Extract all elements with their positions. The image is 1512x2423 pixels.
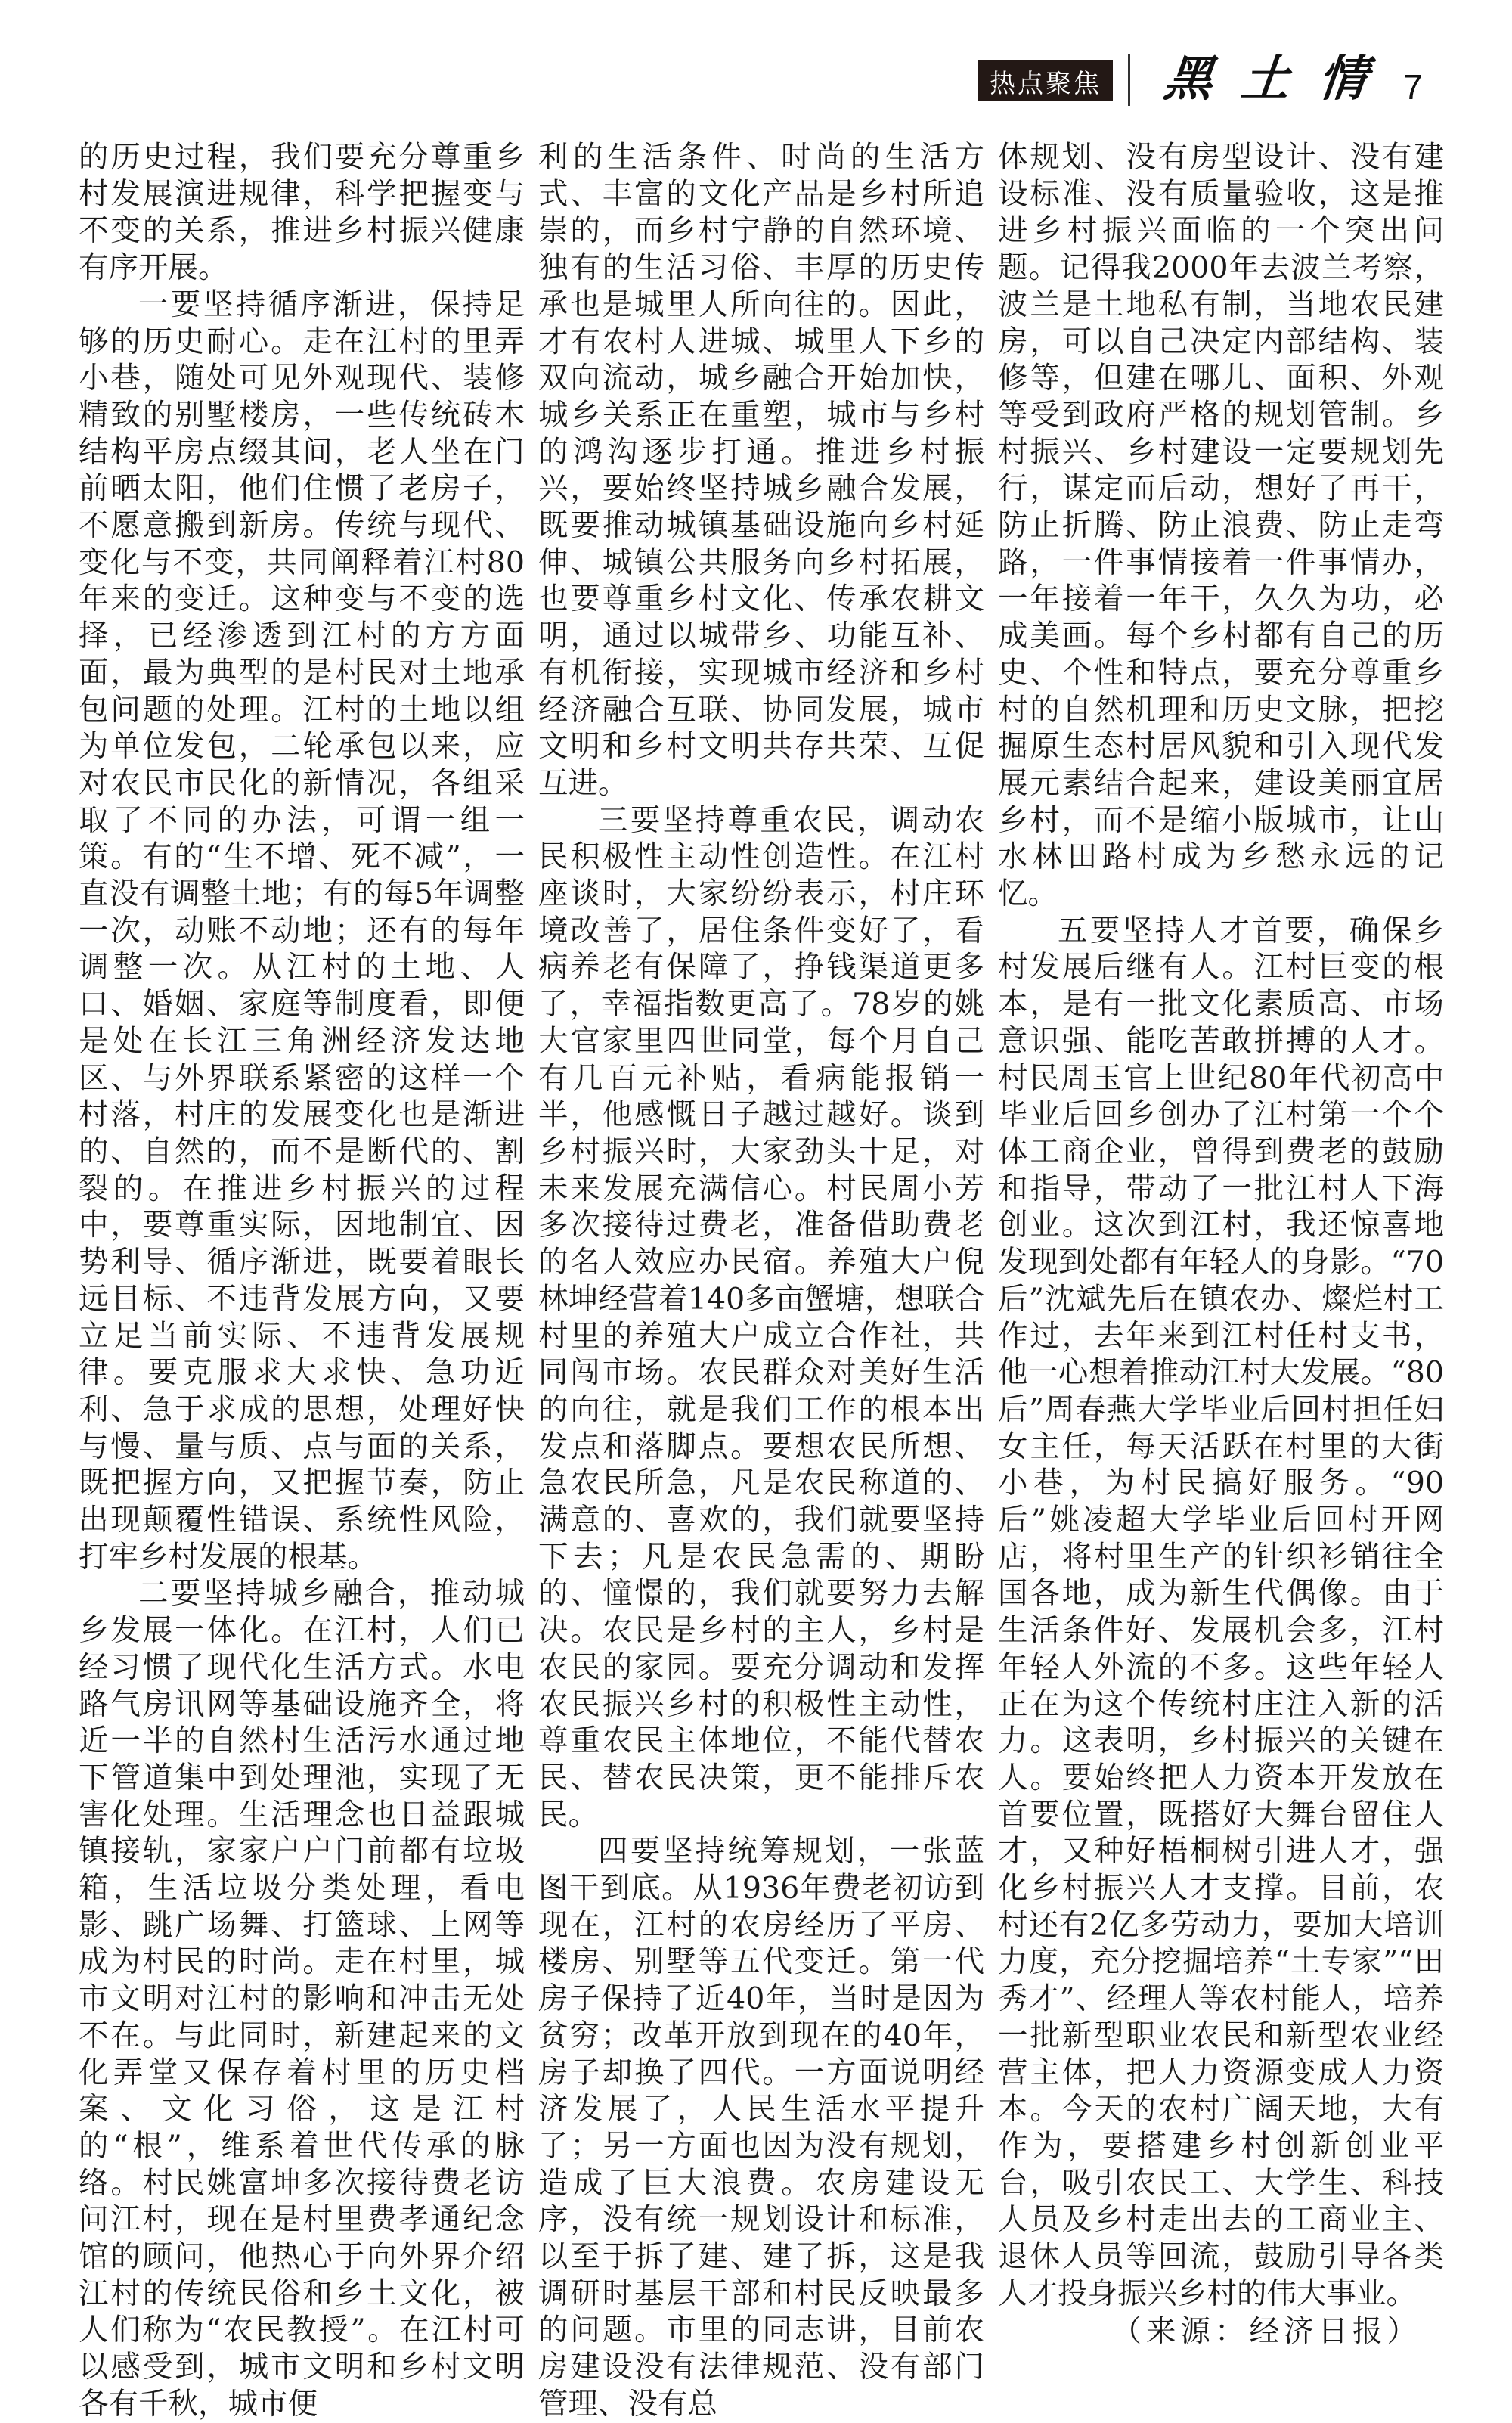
article-column-3 xyxy=(998,139,1444,2350)
masthead-logo: 黑土情 xyxy=(1161,51,1399,107)
paragraph-principle-1: 一要坚持循序渐进，保持足够的历史耐心。走在江村的里弄小巷，随处可见外观现代、装修精致的别墅楼房，一些传统砖木结构平房点缀其间，老人坐在门前晒太阳，他们住惯了老房子，不愿意搬到新房。传统与现代、变化与不变，共同阐释着江村80年来的变迁。这种变与不变的选择，已经渗透到江村的方方面面，最为典型的是村民对土地承包问题的处理。江村的土地以组为单位发包，二轮承包以来，应对农民市民化的新情况，各组采取了不同的办法，可谓一组一策。有的“生不增、死不减”，一直没有调整土地；有的每5年调整一次，动账不动地；还有的每年调整一次。从江村的土地、人口、婚姻、家庭等制度看，即便是处在长江三角洲经济发达地区、与外界联系紧密的这样一个村落，村庄的发展变化也是渐进的、自然的，而不是断代的、割裂的。在推进乡村振兴的过程中，要尊重实际，因地制宜、因势利导、循序渐进，既要着眼长远目标、不违背发展方向，又要立足当前实际、不违背发展规律。要克服求大求快、急功近利、急于求成的思想，处理好快与慢、量与质、点与面的关系，既把握方向，又把握节奏，防止出现颠覆性错误、系统性风险，打牢乡村发展的根基。 xyxy=(79,287,525,1574)
paragraph-principle-2: 二要坚持城乡融合，推动城乡发展一体化。在江村，人们已经习惯了现代化生活方式。水电路气房讯网等基础设施齐全，将近一半的自然村生活污水通过地下管道集中到处理池，实现了无害化处理。生活理念也日益跟城镇接轨，家家户户门前都有垃圾箱，生活垃圾分类处理，看电影、跳广场舞、打篮球、上网等成为村民的时尚。走在村里，城市文明对江村的影响和冲击无处不在。与此同时，新建起来的文化弄堂又保存着村里的历史档案、文化习俗，这是江村的“根”，维系着世代传承的脉络。村民姚富坤多次接待费老访问江村，现在是村里费孝通纪念馆的顾问，他热心于向外界介绍江村的传统民俗和乡土文化，被人们称为“农民教授”。在江村可以感受到，城市文明和乡村文明各有千秋，城市便 xyxy=(79,1576,525,2421)
paragraph-principle-4: 四要坚持统筹规划，一张蓝图干到底。从1936年费老初访到现在，江村的农房经历了平房、楼房、别墅等五代变迁。第一代房子保持了近40年，当时是因为贫穷；改革开放到现在的40年，房子却换了四代。一方面说明经济发展了，人民生活水平提升了；另一方面也因为没有规划，造成了巨大浪费。农房建设无序，没有统一规划设计和标准，以至于拆了建、建了拆，这是我调研时基层干部和村民反映最多的问题。市里的同志讲，目前农房建设没有法律规范、没有部门管理、没有总 xyxy=(538,1834,984,2421)
paragraph-continuation: 利的生活条件、时尚的生活方式、丰富的文化产品是乡村所追崇的，而乡村宁静的自然环境、独有的生活习俗、丰厚的历史传承也是城里人所向往的。因此，才有农村人进城、城里人下乡的双向流动，城乡融合开始加快，城乡关系正在重塑，城市与乡村的鸿沟逐步打通。推进乡村振兴，要始终坚持城乡融合发展，既要推动城镇基础设施向乡村延伸、城镇公共服务向乡村拓展，也要尊重乡村文化、传承农耕文明，通过以城带乡、功能互补、有机衔接，实现城市经济和乡村经济融合互联、协同发展，城市文明和乡村文明共存共荣、互促互进。 xyxy=(538,140,984,801)
paragraph-principle-5: 五要坚持人才首要，确保乡村发展后继有人。江村巨变的根本，是有一批文化素质高、市场意识强、能吃苦敢拼搏的人才。村民周玉官上世纪80年代初高中毕业后回乡创办了江村第一个个体工商企业，曾得到费老的鼓励和指导，带动了一批江村人下海创业。这次到江村，我还惊喜地发现到处都有年轻人的身影。“70后”沈斌先后在镇农办、燦烂村工作过，去年来到江村任村支书，他一心想着推动江村大发展。“80后”周春燕大学毕业后回村担任妇女主任，每天活跃在村里的大街小巷，为村民搞好服务。“90后”姚凌超大学毕业后回村开网店，将村里生产的针织衫销往全国各地，成为新生代偶像。由于生活条件好、发展机会多，江村年轻人外流的不多。这些年轻人正在为这个传统村庄注入新的活力。这表明，乡村振兴的关键在人。要始终把人力资本开发放在首要位置，既搭好大舞台留住人才，又种好梧桐树引进人才，强化乡村振兴人才支撑。目前，农村还有2亿多劳动力，要加大培训力度，充分挖掘培养“土专家”“田秀才”、经理人等农村能人，培养一批新型职业农民和新型农业经营主体，把人力资源变成人力资本。今天的农村广阔天地，大有作为，要搭建乡村创新创业平台，吸引农民工、大学生、科技人员及乡村走出去的工商业主、退休人员等回流，鼓励引导各类人才投身振兴乡村的伟大事业。 xyxy=(998,913,1444,2311)
paragraph-principle-3: 三要坚持尊重农民，调动农民积极性主动性创造性。在江村座谈时，大家纷纷表示，村庄环境改善了，居住条件变好了，看病养老有保障了，挣钱渠道更多了，幸福指数更高了。78岁的姚大官家里四世同堂，每个月自己有几百元补贴，看病能报销一半，他感慨日子越过越好。谈到乡村振兴时，大家劲头十足，对未来发展充满信心。村民周小芳多次接待过费老，准备借助费老的名人效应办民宿。养殖大户倪林坤经营着140多亩蟹塘，想联合村里的养殖大户成立合作社，共同闯市场。农民群众对美好生活的向往，就是我们工作的根本出发点和落脚点。要想农民所想、急农民所急，凡是农民称道的、满意的、喜欢的，我们就要坚持下去；凡是农民急需的、期盼的、憧憬的，我们就要努力去解决。农民是乡村的主人，乡村是农民的家园。要充分调动和发挥农民振兴乡村的积极性主动性，尊重农民主体地位，不能代替农民、替农民决策，更不能排斥农民。 xyxy=(538,802,984,1832)
source-credit: （来源：经济日报） xyxy=(1111,2314,1421,2350)
article-column-1 xyxy=(79,139,525,2423)
page-number: 7 xyxy=(1403,67,1423,107)
header-divider xyxy=(1128,54,1130,106)
page-header xyxy=(0,0,1512,113)
paragraph-continuation: 体规划、没有房型设计、没有建设标准、没有质量验收，这是推进乡村振兴面临的一个突出问题。记得我2000年去波兰考察，波兰是土地私有制，当地农民建房，可以自己决定内部结构、装修等，但建在哪儿、面积、外观等受到政府严格的规划管制。乡村振兴、乡村建设一定要规划先行，谋定而后动，想好了再干，防止折腾、防止浪费、防止走弯路，一件事情接着一件事情办，一年接着一年干，久久为功，必成美画。每个乡村都有自己的历史、个性和特点，要充分尊重乡村的自然机理和历史文脉，把挖掘原生态村居风貌和引入现代发展元素结合起来，建设美丽宜居乡村，而不是缩小版城市，让山水林田路村成为乡愁永远的记忆。 xyxy=(998,140,1444,912)
section-label: 热点聚焦 xyxy=(978,60,1113,101)
article-column-2 xyxy=(538,139,984,2423)
paragraph-continuation: 的历史过程，我们要充分尊重乡村发展演进规律，科学把握变与不变的关系，推进乡村振兴健康有序开展。 xyxy=(79,140,525,286)
